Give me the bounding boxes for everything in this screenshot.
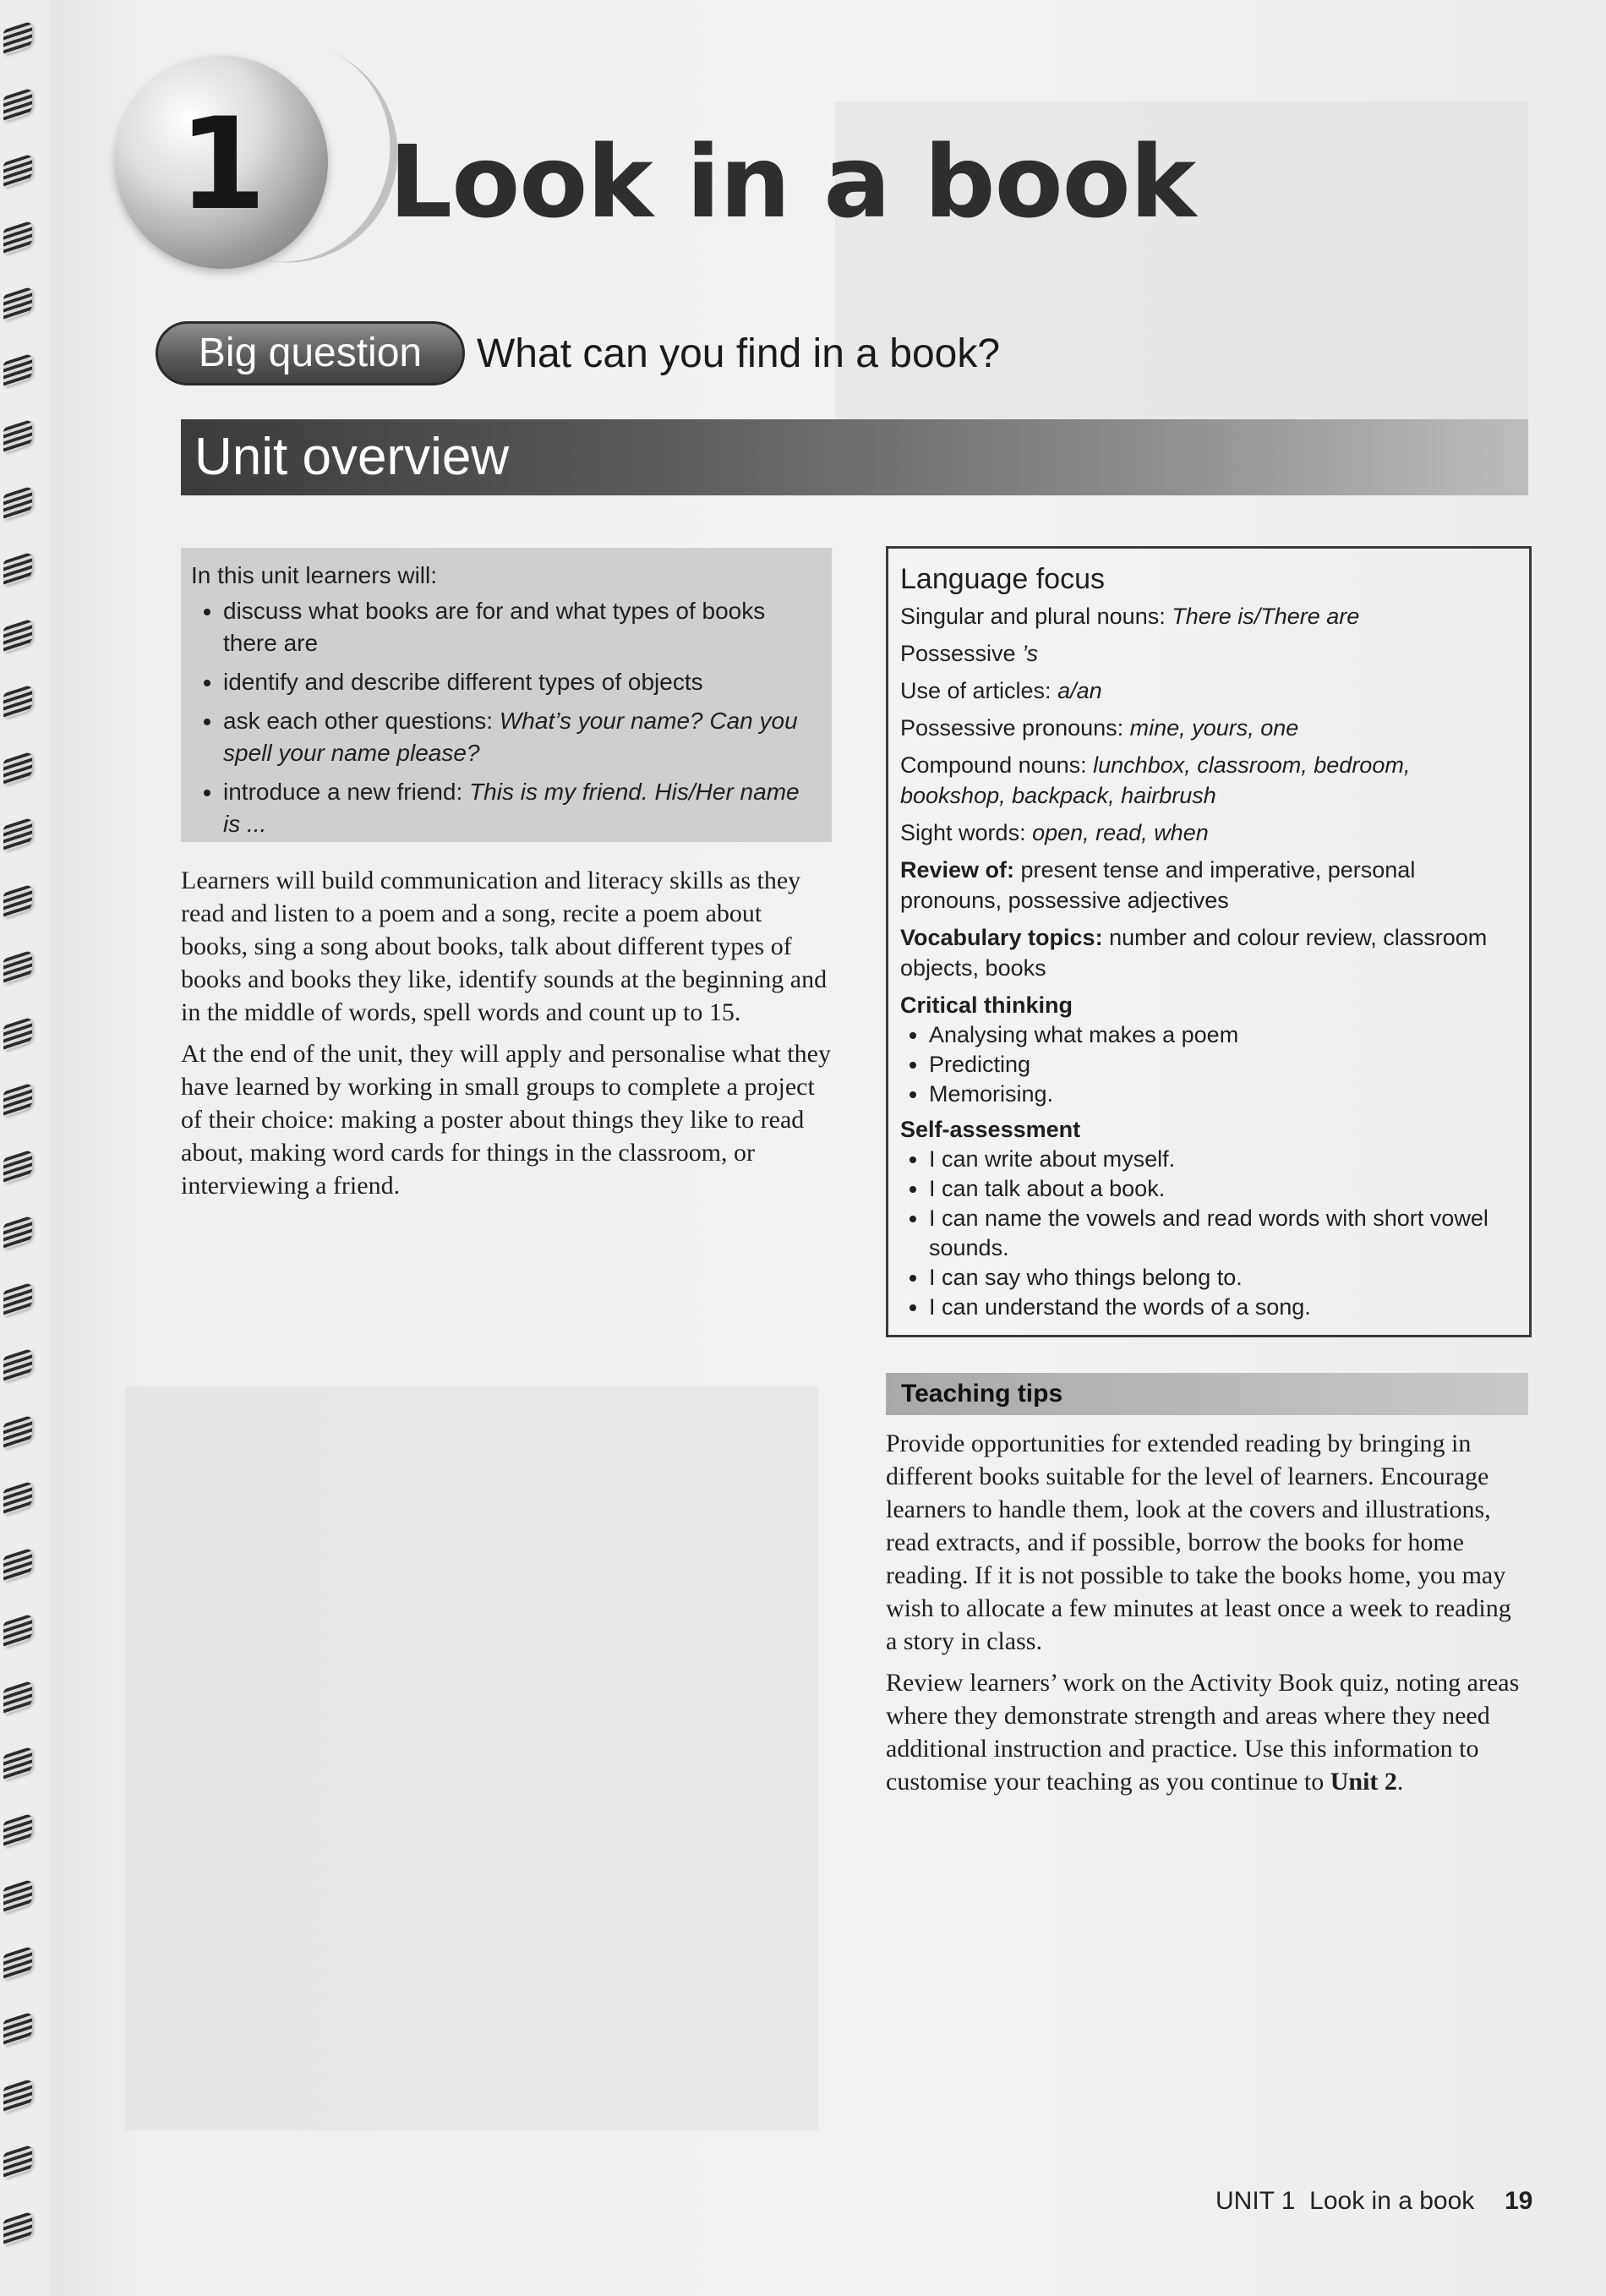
overview-body — [181, 864, 832, 1211]
spiral-ring — [3, 1082, 32, 1117]
spiral-binding — [0, 25, 37, 2274]
spiral-ring — [3, 418, 32, 453]
lf-line: Use of articles: a/an — [900, 678, 1102, 703]
self-assessment-list — [900, 1145, 1517, 1322]
self-assessment-item: • I can name the vowels and read words with short vowel sounds. — [929, 1204, 1517, 1263]
overview-paragraph-1: Learners will build communication and literacy skills as they read and listen to a poem and a song, recite a poem about books, sing a song about books, talk about different types of books and books they like, identify sounds at the beginning and in the middle of words, spell words and count up to 15. — [181, 866, 828, 1026]
spiral-ring — [3, 353, 32, 387]
spiral-ring — [3, 20, 32, 55]
self-assessment-item: • I can write about myself. — [929, 1145, 1517, 1174]
unit-number: 1 — [178, 91, 267, 238]
critical-thinking-item: • Predicting — [929, 1050, 1517, 1080]
big-question-label: Big question — [156, 321, 465, 385]
lf-vocabulary: Vocabulary topics: number and colour review, classroom objects, books — [900, 925, 1488, 981]
objectives-intro: In this unit learners will: — [191, 562, 438, 588]
self-assessment-title: Self-assessment — [900, 1117, 1081, 1142]
lf-line: Singular and plural nouns: There is/There are — [900, 604, 1360, 629]
unit-overview-title: Unit overview — [194, 428, 510, 486]
spiral-ring — [3, 883, 32, 918]
spiral-ring — [3, 1215, 32, 1249]
objective-item: • identify and describe different types of objects — [223, 666, 820, 698]
spiral-ring — [3, 2211, 32, 2245]
unit-overview-header — [181, 419, 1528, 495]
objectives-list — [191, 595, 820, 840]
self-assessment-item: • I can understand the words of a song. — [929, 1293, 1517, 1322]
big-question-text: What can you find in a book? — [477, 331, 1001, 376]
spiral-ring — [3, 2011, 32, 2046]
spiral-ring — [3, 1746, 32, 1780]
unit-title: Look in a book — [389, 123, 1196, 240]
spiral-ring — [3, 1282, 32, 1316]
page-number: 19 — [1505, 2187, 1533, 2215]
page — [49, 0, 1606, 2296]
self-assessment-item: • I can talk about a book. — [929, 1174, 1517, 1204]
language-focus-title: Language focus — [900, 563, 1105, 595]
spiral-ring — [3, 220, 32, 254]
lf-line: Possessive ’s — [900, 641, 1039, 666]
spiral-ring — [3, 2078, 32, 2113]
spiral-ring — [3, 684, 32, 719]
spiral-ring — [3, 1680, 32, 1714]
spiral-ring — [3, 2144, 32, 2178]
spiral-ring — [3, 1812, 32, 1847]
bleed-through-left — [125, 1386, 818, 2130]
spiral-ring — [3, 1414, 32, 1449]
learners-objectives-box — [181, 548, 832, 842]
spiral-ring — [3, 1016, 32, 1051]
spiral-ring — [3, 286, 32, 320]
objective-item: • introduce a new friend: This is my friend. His/Her name is ... — [223, 776, 820, 840]
lf-line: Sight words: open, read, when — [900, 820, 1209, 845]
teaching-tips-paragraph-2: Review learners’ work on the Activity Book quiz, noting areas where they demonstrate strength and areas where they need additional instruction and practice. Use this information to customise your teaching as you continue to Unit 2. — [886, 1669, 1520, 1796]
spiral-ring — [3, 751, 32, 785]
spiral-ring — [3, 87, 32, 122]
lf-line: Possessive pronouns: mine, yours, one — [900, 715, 1299, 741]
lf-line: Compound nouns: lunchbox, classroom, bedroom, bookshop, backpack, hairbrush — [900, 752, 1411, 808]
footer-unit-label: UNIT 1 Look in a book — [1215, 2187, 1475, 2215]
spiral-ring — [3, 817, 32, 851]
teaching-tips-paragraph-1: Provide opportunities for extended reading by bringing in different books suitable for the level of learners. Encourage learners to handle them, look at the covers and illustrations, read extracts, and if possible, borrow the books for home reading. If it is not possible to take the books home, you may wish to allocate a few minutes at least once a week to reading a story in class. — [886, 1430, 1511, 1655]
critical-thinking-item: • Analysing what makes a poem — [929, 1020, 1517, 1050]
self-assessment-item: • I can say who things belong to. — [929, 1263, 1517, 1293]
spiral-ring — [3, 1878, 32, 1913]
spiral-ring — [3, 153, 32, 188]
objective-item: • discuss what books are for and what types of books there are — [223, 595, 820, 659]
spiral-ring — [3, 618, 32, 653]
critical-thinking-list — [900, 1020, 1517, 1109]
spiral-ring — [3, 949, 32, 984]
spiral-ring — [3, 1348, 32, 1382]
objective-item: • ask each other questions: What’s your name? Can you spell your name please? — [223, 705, 820, 769]
teaching-tips-header — [886, 1373, 1528, 1415]
lf-review: Review of: present tense and imperative, personal pronouns, possessive adjectives — [900, 857, 1416, 913]
spiral-ring — [3, 1480, 32, 1515]
critical-thinking-item: • Memorising. — [929, 1080, 1517, 1109]
teaching-tips-title: Teaching tips — [901, 1380, 1063, 1408]
spiral-ring — [3, 1149, 32, 1184]
language-focus-box — [886, 546, 1532, 1337]
teaching-tips-body — [886, 1427, 1528, 1807]
spiral-ring — [3, 1945, 32, 1980]
overview-paragraph-2: At the end of the unit, they will apply and personalise what they have learned by working in small groups to complete a project of their choice: making a poster about things they like to read about, making word cards for things in the classroom, or interviewing a friend. — [181, 1040, 831, 1200]
spiral-ring — [3, 1547, 32, 1582]
spiral-ring — [3, 551, 32, 586]
critical-thinking-title: Critical thinking — [900, 992, 1073, 1018]
spiral-ring — [3, 1613, 32, 1648]
spiral-ring — [3, 485, 32, 520]
